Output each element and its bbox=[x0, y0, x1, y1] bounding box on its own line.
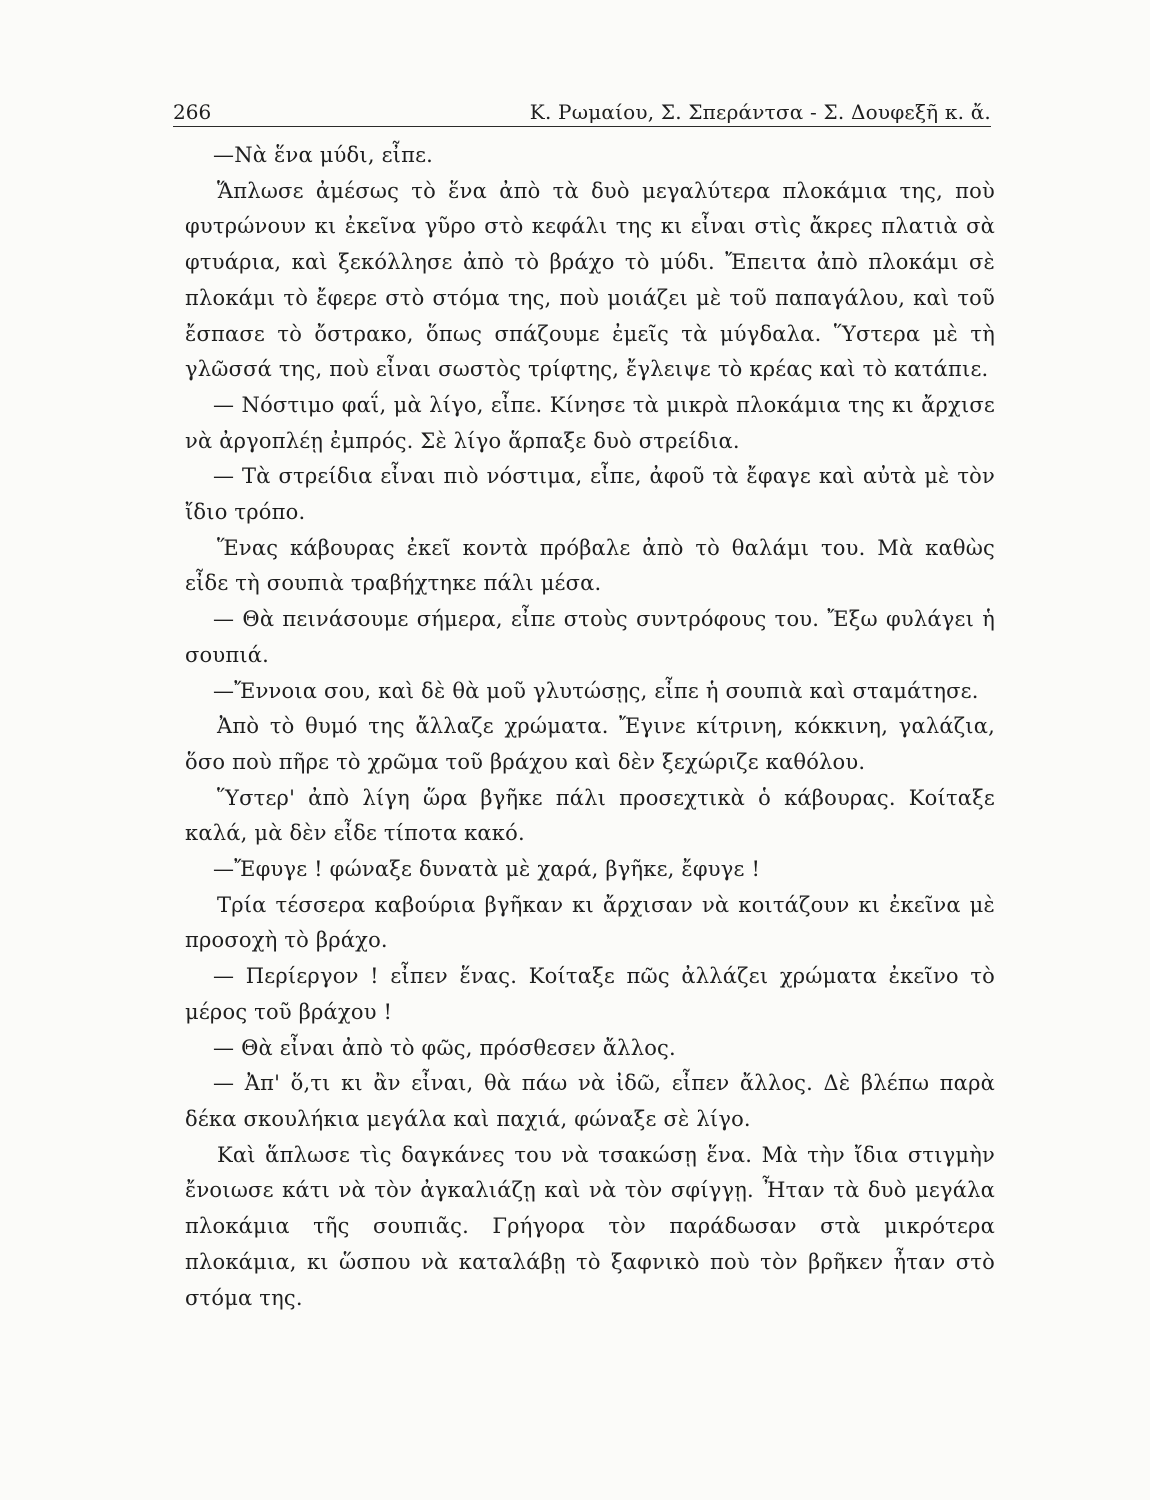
paragraph: — Θὰ πεινάσουμε σήμερα, εἶπε στοὺς συντρόφους του. Ἔξω φυλάγει ἡ σουπιά. bbox=[185, 607, 995, 667]
paragraph: —Ἔφυγε ! φώναξε δυνατὰ μὲ χαρά, βγῆκε, ἔφυγε ! bbox=[213, 857, 761, 882]
paragraph: — Ἀπ' ὅ,τι κι ἂν εἶναι, θὰ πάω νὰ ἰδῶ, εἶπεν ἄλλος. Δὲ βλέπω παρὰ δέκα σκουλήκια μεγάλα καὶ παχιά, φώναξε σὲ λίγο. bbox=[185, 1071, 995, 1131]
paragraph: —Ἔννοια σου, καὶ δὲ θὰ μοῦ γλυτώσῃς, εἶπε ἡ σουπιὰ καὶ σταμάτησε. bbox=[213, 678, 979, 703]
body-text bbox=[185, 138, 995, 1316]
paragraph: Ἀπὸ τὸ θυμό της ἄλλαζε χρώματα. Ἔγινε κίτρινη, κόκκινη, γαλάζια, ὅσο ποὺ πῆρε τὸ χρῶμα τοῦ βράχου καὶ δὲν ξεχώριζε καθόλου. bbox=[185, 714, 995, 774]
paragraph: Καὶ ἅπλωσε τὶς δαγκάνες του νὰ τσακώσῃ ἕνα. Μὰ τὴν ἴδια στιγμὴν ἔνοιωσε κάτι νὰ τὸν ἀγκαλιάζῃ καὶ νὰ τὸν σφίγγῃ. Ἦταν τὰ δυὸ μεγάλα πλοκάμια τῆς σουπιᾶς. Γρήγορα τὸν παράδωσαν στὰ μικρότερα πλοκάμια, κι ὥσπου νὰ καταλάβῃ τὸ ξαφνικὸ ποὺ τὸν βρῆκεν ἦταν στὸ στόμα της. bbox=[185, 1142, 995, 1310]
paragraph: —Νὰ ἕνα μύδι, εἶπε. bbox=[213, 143, 434, 167]
paragraph: Ὕστερ' ἀπὸ λίγη ὥρα βγῆκε πάλι προσεχτικὰ ὁ κάβουρας. Κοίταξε καλά, μὰ δὲν εἶδε τίποτα κακό. bbox=[185, 785, 995, 846]
page-number: 266 bbox=[173, 100, 212, 124]
paragraph: — Νόστιμο φαΐ, μὰ λίγο, εἶπε. Κίνησε τὰ μικρὰ πλοκάμια της κι ἄρχισε νὰ ἀργοπλέῃ ἐμπρός. Σὲ λίγο ἅρπαξε δυὸ στρείδια. bbox=[185, 392, 995, 453]
paragraph: — Περίεργον ! εἶπεν ἕνας. Κοίταξε πῶς ἀλλάζει χρώματα ἐκεῖνο τὸ μέρος τοῦ βράχου ! bbox=[185, 964, 995, 1024]
page-header bbox=[173, 98, 991, 127]
paragraph: Ἅπλωσε ἀμέσως τὸ ἕνα ἀπὸ τὰ δυὸ μεγαλύτερα πλοκάμια της, ποὺ φυτρώνουν κι ἐκεῖνα γῦρο στὸ κεφάλι της κι εἶναι στὶς ἄκρες πλατιὰ σὰ φτυάρια, καὶ ξεκόλλησε ἀπὸ τὸ βράχο τὸ μύδι. Ἔπειτα ἀπὸ πλοκάμι σὲ πλοκάμι τὸ ἔφερε στὸ στόμα της, ποὺ μοιάζει μὲ τοῦ παπαγάλου, καὶ τοῦ ἔσπασε τὸ ὄστρακο, ὅπως σπάζουμε ἐμεῖς τὰ μύγδαλα. Ὕστερα μὲ τὴ γλῶσσά της, ποὺ εἶναι σωστὸς τρίφτης, ἔγλειψε τὸ κρέας καὶ τὸ κατάπιε. bbox=[185, 178, 995, 382]
paragraph: Ἕνας κάβουρας ἐκεῖ κοντὰ πρόβαλε ἀπὸ τὸ θαλάμι του. Μὰ καθὼς εἶδε τὴ σουπιὰ τραβήχτηκε πάλι μέσα. bbox=[185, 535, 995, 596]
paragraph: — Τὰ στρείδια εἶναι πιὸ νόστιμα, εἶπε, ἀφοῦ τὰ ἔφαγε καὶ αὐτὰ μὲ τὸν ἴδιο τρόπο. bbox=[185, 464, 995, 525]
paragraph: Τρία τέσσερα καβούρια βγῆκαν κι ἄρχισαν νὰ κοιτάζουν κι ἐκεῖνα μὲ προσοχὴ τὸ βράχο. bbox=[185, 892, 995, 953]
running-head: Κ. Ρωμαίου, Σ. Σπεράντσα - Σ. Δουφεξῆ κ. ἄ. bbox=[529, 100, 991, 124]
paragraph: — Θὰ εἶναι ἀπὸ τὸ φῶς, πρόσθεσεν ἄλλος. bbox=[213, 1035, 676, 1060]
